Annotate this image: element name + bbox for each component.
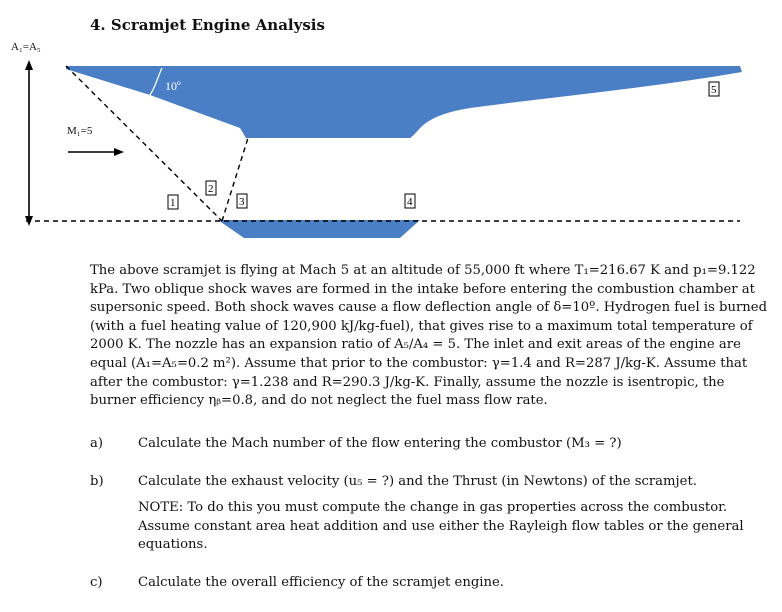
question-c-text: Calculate the overall efficiency of the scramjet engine. [138,575,504,590]
question-b-letter: b) [90,474,104,489]
svg-text:2: 2 [208,183,214,195]
scramjet-diagram [0,0,782,262]
problem-statement: The above scramjet is flying at Mach 5 at an altitude of 55,000 ft where T₁=216.67 K and p₁=9.122 kPa. Two oblique shock waves are formed in the intake before entering the combustion chamber at supersonic speed. Both shock waves cause a flow deflection angle of δ=10º. Hydrogen fuel is burned (with a fuel heating value of 120,900 kJ/kg-fuel), that gives rise to a maximum total temperature of 2000 K. The nozzle has an expansion ratio of A₅/A₄ = 5. The inlet and exit areas of the engine are equal (A₁=A₅=0.2 m²). Assume that prior to the combustor: γ=1.4 and R=287 J/kg-K. Assume that after the combustor: γ=1.238 and R=290.3 J/kg-K. Finally, assume the nozzle is isentropic, the burner efficiency ηᵦ=0.8, and do not neglect the fuel mass flow rate. [90,263,768,409]
section-title: 4. Scramjet Engine Analysis [90,16,325,34]
question-a-letter: a) [90,436,104,451]
question-b-text: Calculate the exhaust velocity (u₅ = ?) and the Thrust (in Newtons) of the scramjet. [138,474,697,489]
svg-text:3: 3 [239,196,245,208]
question-b-note: NOTE: To do this you must compute the change in gas properties across the combustor. Assume constant area heat addition and use either the Rayleigh flow tables or the general equations. [138,500,744,553]
station-5-box [709,82,719,96]
inlet-area-arrowhead-top [25,60,33,70]
station-1-box [168,195,178,209]
station-4-box [405,194,415,208]
svg-text:4: 4 [407,196,413,208]
station-3-box [237,194,247,208]
station-2-box [206,181,216,195]
lower-engine-body [218,220,420,238]
mach-label: M₁=5 [67,125,93,137]
upper-engine-body [66,66,742,138]
inlet-area-label: A₁=A₅ [11,41,41,53]
oblique-shock-2 [222,138,248,221]
svg-text:1: 1 [170,197,176,209]
question-c-letter: c) [90,575,103,590]
question-a-text: Calculate the Mach number of the flow entering the combustor (M₃ = ?) [138,436,622,451]
angle-label: 10º [165,79,181,93]
flow-arrowhead [114,148,124,156]
svg-text:5: 5 [711,84,717,96]
